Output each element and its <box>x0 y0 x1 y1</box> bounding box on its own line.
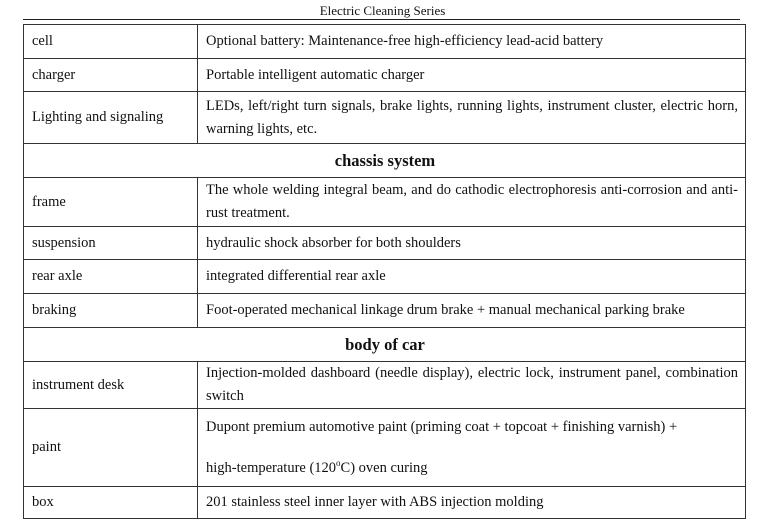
row-value: Foot-operated mechanical linkage drum brake + manual mechanical parking brake <box>198 294 746 328</box>
row-value: Portable intelligent automatic charger <box>198 59 746 92</box>
table-row-lighting <box>24 92 746 144</box>
row-label: Lighting and signaling <box>24 92 198 144</box>
table-row-frame <box>24 178 746 227</box>
section-title: body of car <box>24 328 746 362</box>
table-row-instrument-desk <box>24 362 746 409</box>
row-label: paint <box>24 409 198 487</box>
paint-line-1: Dupont premium automotive paint (priming coat + topcoat + finishing varnish) + <box>206 419 678 435</box>
table-row-cell <box>24 25 746 59</box>
row-value <box>198 409 746 487</box>
paint-line-2-end: C) oven curing <box>340 460 428 476</box>
row-label: box <box>24 487 198 519</box>
paint-line-2-start: high-temperature (120 <box>206 460 337 476</box>
row-value: Optional battery: Maintenance-free high-efficiency lead-acid battery <box>198 25 746 59</box>
row-value: hydraulic shock absorber for both shoulders <box>198 227 746 260</box>
row-label: braking <box>24 294 198 328</box>
row-value: integrated differential rear axle <box>198 260 746 294</box>
table-row-paint <box>24 409 746 487</box>
header-divider <box>23 19 740 20</box>
row-label: instrument desk <box>24 362 198 409</box>
table-row-rear-axle <box>24 260 746 294</box>
table-row-braking <box>24 294 746 328</box>
row-label: suspension <box>24 227 198 260</box>
row-label: charger <box>24 59 198 92</box>
section-header-body <box>24 328 746 362</box>
paint-line-2 <box>206 445 738 486</box>
row-value: Injection-molded dashboard (needle display), electric lock, instrument panel, combination switch <box>198 362 746 409</box>
table-row-charger <box>24 59 746 92</box>
section-title: chassis system <box>24 144 746 178</box>
section-header-chassis <box>24 144 746 178</box>
page-header-title: Electric Cleaning Series <box>319 3 446 18</box>
table-row-suspension <box>24 227 746 260</box>
degree-symbol: o <box>336 458 341 468</box>
row-value: The whole welding integral beam, and do cathodic electrophoresis anti-corrosion and anti-rust treatment. <box>198 178 746 227</box>
table-row-box <box>24 487 746 519</box>
row-label: frame <box>24 178 198 227</box>
row-value: LEDs, left/right turn signals, brake lights, running lights, instrument cluster, electric horn, warning lights, etc. <box>198 92 746 144</box>
row-label: rear axle <box>24 260 198 294</box>
row-label: cell <box>24 25 198 59</box>
spec-table <box>23 24 746 519</box>
row-value: 201 stainless steel inner layer with ABS injection molding <box>198 487 746 519</box>
